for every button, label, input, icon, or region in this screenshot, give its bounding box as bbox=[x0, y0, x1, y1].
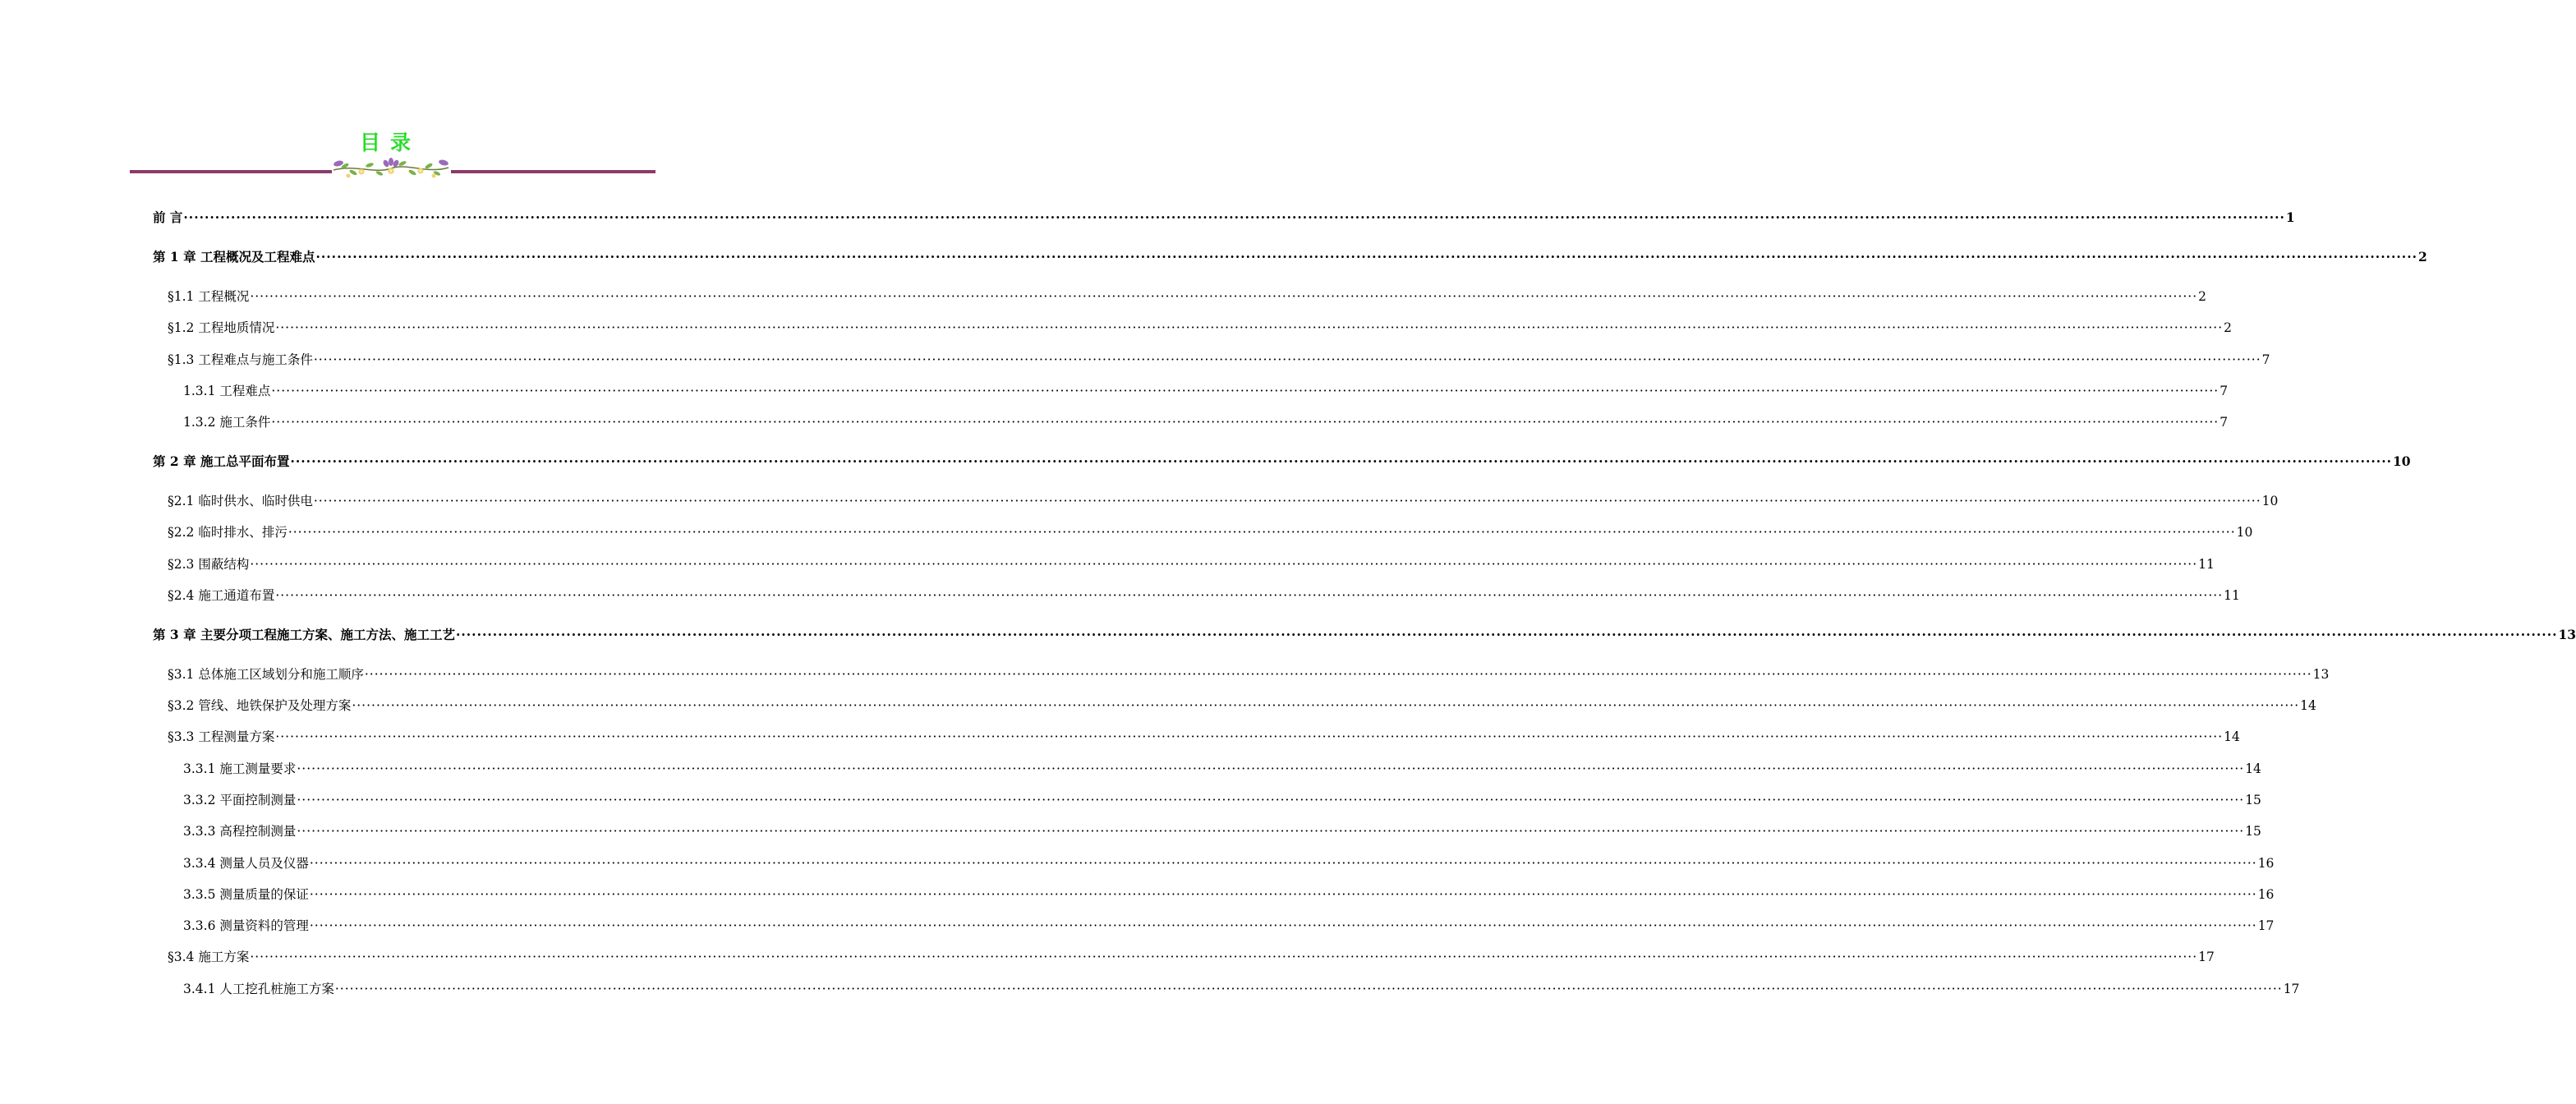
toc-entry[interactable] bbox=[153, 209, 2295, 227]
toc-entry[interactable] bbox=[153, 248, 2427, 266]
toc-entry-label: 3.3.1 施工测量要求 bbox=[183, 761, 297, 776]
toc-entry-page: 10 bbox=[2392, 453, 2411, 469]
toc-entry-page: 11 bbox=[2224, 588, 2240, 603]
toc-entry-label: 3.3.5 测量质量的保证 bbox=[183, 887, 309, 902]
toc-entry[interactable] bbox=[168, 586, 2240, 605]
toc-dot-leader: ················································································································································································································································································································································································································ bbox=[271, 415, 2220, 430]
toc-entry[interactable] bbox=[168, 665, 2330, 683]
toc-entry-label: §1.1 工程概况 bbox=[168, 289, 250, 304]
toc-entry[interactable] bbox=[183, 822, 2261, 840]
toc-entry-page: 16 bbox=[2257, 856, 2275, 871]
toc-entry-label: 第 3 章 主要分项工程施工方案、施工方法、施工工艺 bbox=[153, 627, 455, 642]
toc-entry-label: 3.4.1 人工挖孔桩施工方案 bbox=[183, 982, 334, 996]
toc-entry-page: 2 bbox=[2224, 320, 2233, 335]
toc-entry-page: 15 bbox=[2245, 793, 2261, 807]
toc-entry-page: 14 bbox=[2245, 761, 2261, 776]
toc-dot-leader: ················································································································································································································································································································································································································ bbox=[297, 793, 2245, 807]
toc-dot-leader: ················································································································································································································································································································································································································ bbox=[455, 627, 2558, 642]
toc-entry[interactable] bbox=[183, 980, 2300, 998]
toc-dot-leader: ················································································································································································································································································································································································································ bbox=[271, 384, 2220, 398]
toc-entry-page: 2 bbox=[2198, 289, 2207, 304]
toc-dot-leader: ················································································································································································································································································································································································································ bbox=[297, 824, 2245, 839]
toc-entry[interactable] bbox=[168, 555, 2215, 573]
toc-dot-leader: ················································································································································································································································································································································································································ bbox=[288, 525, 2236, 540]
toc-dot-leader: ················································································································································································································································································································································································································ bbox=[309, 918, 2257, 933]
toc-entry-page: 10 bbox=[2261, 494, 2279, 508]
toc-entry-page: 2 bbox=[2417, 249, 2427, 264]
toc-dot-leader: ················································································································································································································································································································································································································ bbox=[364, 667, 2312, 682]
toc-dot-leader: ················································································································································································································································································································································································································ bbox=[250, 289, 2198, 304]
toc-entry-label: 3.3.4 测量人员及仪器 bbox=[183, 856, 309, 871]
toc-entry-label: §2.2 临时排水、排污 bbox=[168, 525, 288, 540]
toc-entry[interactable] bbox=[153, 626, 2576, 644]
toc-entry-page: 17 bbox=[2283, 982, 2300, 996]
toc-entry[interactable] bbox=[168, 523, 2253, 541]
toc-entry-label: 3.3.2 平面控制测量 bbox=[183, 793, 297, 807]
toc-entry-page: 13 bbox=[2558, 627, 2576, 642]
toc-dot-leader: ················································································································································································································································································································································································································ bbox=[313, 494, 2261, 508]
toc-dot-leader: ················································································································································································································································································································································································································ bbox=[309, 887, 2257, 902]
toc-dot-leader: ················································································································································································································································································································································································································ bbox=[313, 352, 2261, 367]
toc-entry-label: 1.3.1 工程难点 bbox=[183, 384, 271, 398]
floral-ornament-icon bbox=[330, 156, 452, 181]
toc-dot-leader: ················································································································································································································································································································································································································ bbox=[352, 698, 2300, 713]
toc-dot-leader: ················································································································································································································································································································································································································ bbox=[334, 982, 2283, 996]
toc-entry-page: 13 bbox=[2312, 667, 2330, 682]
toc-entry-page: 17 bbox=[2198, 950, 2215, 964]
toc-entry-label: 前 言 bbox=[153, 209, 183, 225]
toc-entry[interactable] bbox=[153, 453, 2411, 471]
toc-entry-label: 1.3.2 施工条件 bbox=[183, 415, 271, 430]
toc-entry-label: §1.2 工程地质情况 bbox=[168, 320, 275, 335]
toc-dot-leader: ················································································································································································································································································································································································································ bbox=[275, 588, 2224, 603]
toc-entry[interactable] bbox=[183, 854, 2275, 872]
toc-dot-leader: ················································································································································································································································································································································································································ bbox=[315, 249, 2417, 264]
toc-entry-label: §2.4 施工通道布置 bbox=[168, 588, 275, 603]
toc-entry-page: 15 bbox=[2245, 824, 2261, 839]
toc-entry-label: 第 1 章 工程概况及工程难点 bbox=[153, 249, 315, 264]
toc-entry-page: 14 bbox=[2224, 729, 2240, 744]
toc-entry-page: 11 bbox=[2198, 557, 2215, 572]
toc-entry[interactable] bbox=[168, 697, 2316, 715]
toc-entry[interactable] bbox=[183, 791, 2261, 809]
title-rule-right bbox=[451, 170, 656, 173]
toc-entry-page: 7 bbox=[2261, 352, 2270, 367]
toc-entry[interactable] bbox=[183, 382, 2229, 400]
toc-entry-label: §3.4 施工方案 bbox=[168, 950, 250, 964]
toc-dot-leader: ················································································································································································································································································································································································································ bbox=[250, 557, 2198, 572]
toc-entry[interactable] bbox=[183, 760, 2261, 778]
toc-entry-label: §3.1 总体施工区域划分和施工顺序 bbox=[168, 667, 364, 682]
toc-entry-label: 3.3.3 高程控制测量 bbox=[183, 824, 297, 839]
toc-dot-leader: ················································································································································································································································································································································································································ bbox=[275, 320, 2224, 335]
toc-entry[interactable] bbox=[168, 319, 2233, 337]
toc-entry[interactable] bbox=[168, 492, 2279, 510]
toc-dot-leader: ················································································································································································································································································································································································································ bbox=[183, 209, 2285, 225]
toc-dot-leader: ················································································································································································································································································································································································································ bbox=[290, 453, 2392, 469]
toc-entry-label: §2.1 临时供水、临时供电 bbox=[168, 494, 313, 508]
title-rule-left bbox=[130, 170, 332, 173]
toc-entry[interactable] bbox=[168, 948, 2215, 966]
toc-entry-page: 10 bbox=[2236, 525, 2253, 540]
toc-entry[interactable] bbox=[168, 351, 2270, 369]
toc-dot-leader: ················································································································································································································································································································································································································ bbox=[250, 950, 2198, 964]
toc-entry-label: §3.3 工程测量方案 bbox=[168, 729, 275, 744]
toc-title: 目录 bbox=[359, 131, 421, 154]
toc-entry[interactable] bbox=[168, 288, 2207, 306]
toc-entry-page: 1 bbox=[2285, 209, 2295, 225]
toc-entry[interactable] bbox=[183, 917, 2275, 935]
toc-entry[interactable] bbox=[183, 413, 2229, 431]
toc-entry-page: 7 bbox=[2220, 384, 2229, 398]
toc-entry-label: 第 2 章 施工总平面布置 bbox=[153, 453, 290, 469]
toc-entry-label: 3.3.6 测量资料的管理 bbox=[183, 918, 309, 933]
toc-entry[interactable] bbox=[183, 886, 2275, 904]
toc-entry-label: §3.2 管线、地铁保护及处理方案 bbox=[168, 698, 352, 713]
toc-entry-page: 14 bbox=[2300, 698, 2316, 713]
toc-entry-page: 7 bbox=[2220, 415, 2229, 430]
toc-entry[interactable] bbox=[168, 728, 2240, 746]
toc-entry-label: §1.3 工程难点与施工条件 bbox=[168, 352, 313, 367]
toc-dot-leader: ················································································································································································································································································································································································································ bbox=[275, 729, 2224, 744]
toc-entry-label: §2.3 围蔽结构 bbox=[168, 557, 250, 572]
toc-dot-leader: ················································································································································································································································································································································································································ bbox=[297, 761, 2245, 776]
toc-entry-page: 16 bbox=[2257, 887, 2275, 902]
toc-dot-leader: ················································································································································································································································································································································································································ bbox=[309, 856, 2257, 871]
toc-entry-page: 17 bbox=[2257, 918, 2275, 933]
